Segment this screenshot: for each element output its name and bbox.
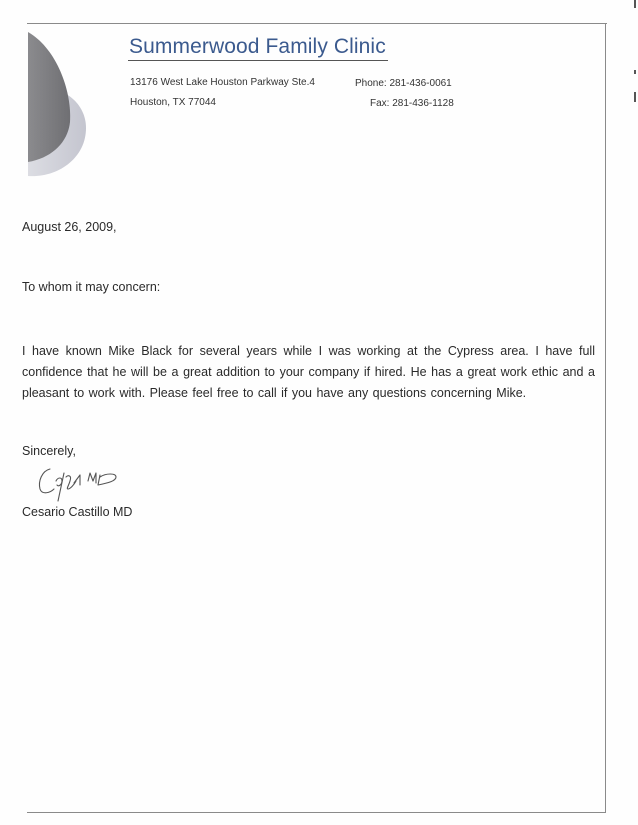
letter-body: I have known Mike Black for several years while I was working at the Cypress area. I have full confidence that he will be a great addition to your company if hired. He has a great work ethic and a pleasant to work with. Please feel free to call if you have any questions concerning Mike.: [22, 344, 595, 400]
page-frame-bottom: [27, 812, 606, 813]
clinic-fax: Fax: 281-436-1128: [370, 98, 454, 109]
clinic-address-line1: 13176 West Lake Houston Parkway Ste.4: [130, 77, 315, 88]
clinic-logo-icon: [28, 30, 90, 180]
clinic-phone: Phone: 281-436-0061: [355, 78, 452, 89]
handwritten-signature-icon: [36, 463, 122, 503]
scan-edge-mark: [634, 0, 636, 8]
letter-salutation: To whom it may concern:: [22, 280, 161, 294]
clinic-name-underline: [128, 60, 388, 61]
letter-date: August 26, 2009,: [22, 220, 117, 234]
page-frame-top: [27, 23, 607, 24]
page-frame-right: [605, 23, 606, 813]
clinic-address-line2: Houston, TX 77044: [130, 97, 216, 108]
letter-closing: Sincerely,: [22, 444, 76, 458]
clinic-name: Summerwood Family Clinic: [129, 35, 386, 58]
scan-edge-mark: [634, 70, 636, 74]
scan-edge-mark: [634, 92, 636, 102]
letter-signer-name: Cesario Castillo MD: [22, 505, 133, 519]
